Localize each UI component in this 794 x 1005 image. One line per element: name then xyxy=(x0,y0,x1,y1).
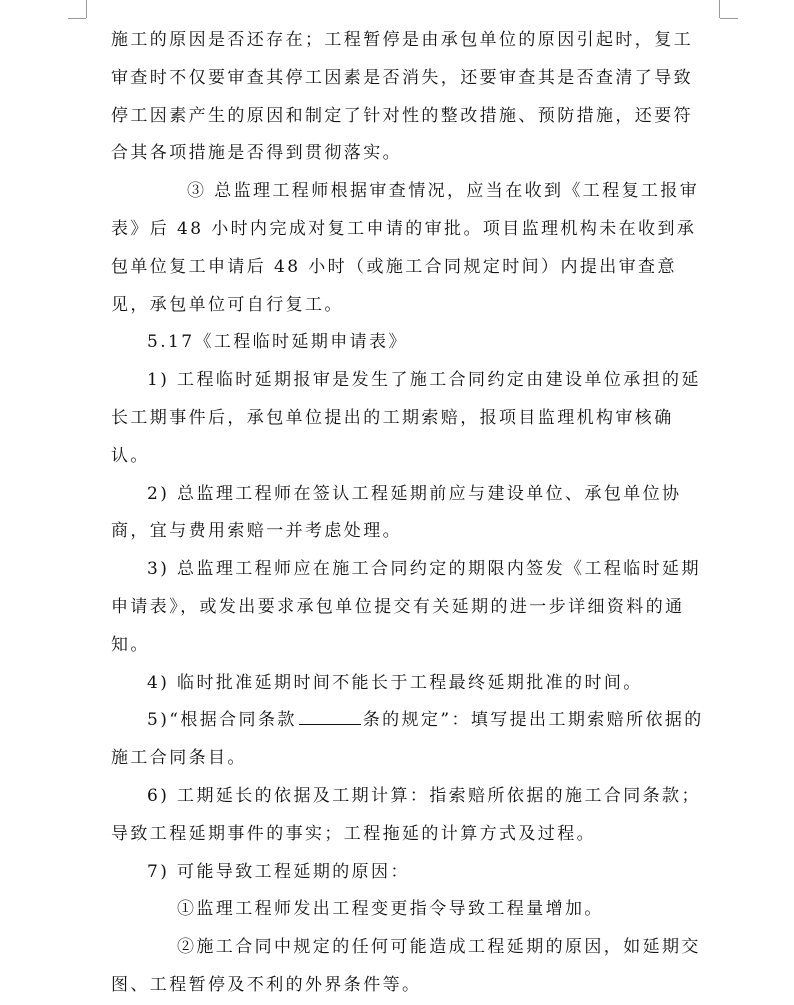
paragraph-point-6: 6) 工期延长的依据及工期计算：指索赔所依据的施工合同条款；导致工程延期事件的事实；工程拖延的计算方式及过程。 xyxy=(111,785,701,844)
crop-mark-top-right-vertical xyxy=(719,0,720,18)
point-5-text-before-blank: 5)“根据合同条款 xyxy=(147,710,297,731)
section-heading-5-17: 5.17《工程临时延期申请表》 xyxy=(147,332,408,353)
document-body xyxy=(111,22,709,1005)
paragraph-point-7: 7) 可能导致工程延期的原因： xyxy=(147,861,410,882)
paragraph-point-1: 1) 工程临时延期报审是发生了施工合同约定由建设单位承担的延长工期事件后，承包单位提出的工期索赔，报项目监理机构审核确认。 xyxy=(111,370,701,466)
paragraph-item-3: ③ 总监理工程师根据审查情况，应当在收到《工程复工报审表》后 48 小时内完成对复工申请的审批。项目监理机构未在收到承包单位复工申请后 48 小时（或施工合同规定时间）内提出审查意见，承包单位可自行复工。 xyxy=(111,181,700,315)
crop-mark-top-left-vertical xyxy=(86,0,87,18)
crop-mark-top-right-horizontal xyxy=(720,18,738,19)
paragraph-subpoint-2: ②施工合同中规定的任何可能造成工程延期的原因，如延期交图、工程暂停及不利的外界条件等。 xyxy=(111,937,701,995)
fill-in-blank-line xyxy=(299,710,361,725)
crop-mark-top-left-horizontal xyxy=(68,18,86,19)
point-5-text-after-blank: 条的规定”：填写提出工期索赔所依据的施工合同条目。 xyxy=(111,710,704,769)
paragraph-subpoint-1: ①监理工程师发出工程变更指令导致工程量增加。 xyxy=(177,899,604,920)
paragraph-point-4: 4) 临时批准延期时间不能长于工程最终延期批准的时间。 xyxy=(147,672,643,693)
paragraph-point-2: 2) 总监理工程师在签认工程延期前应与建设单位、承包单位协商，宜与费用索赔一并考虑处理。 xyxy=(111,483,682,542)
paragraph-point-3: 3) 总监理工程师应在施工合同约定的期限内签发《工程临时延期申请表》，或发出要求承包单位提交有关延期的进一步详细资料的通知。 xyxy=(111,559,701,655)
paragraph-continuation: 施工的原因是否还存在；工程暂停是由承包单位的原因引起时，复工审查时不仅要审查其停工因素是否消失，还要审查其是否查清了导致停工因素产生的原因和制定了针对性的整改措施、预防措施，还要符合其各项措施是否得到贯彻落实。 xyxy=(111,30,693,164)
paragraph-point-5 xyxy=(111,702,709,778)
